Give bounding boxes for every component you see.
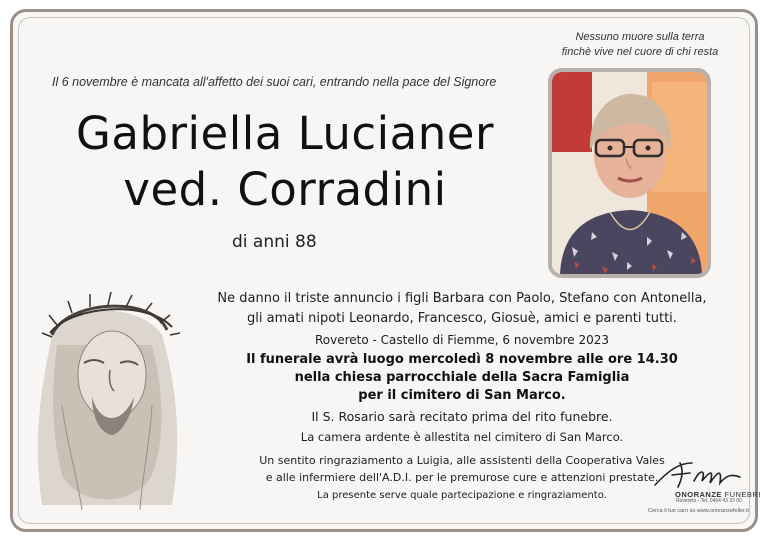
- funeral-details: [212, 351, 712, 405]
- signature-icon: [650, 459, 745, 489]
- funeral-home-phone: Rovereto - Tel. 0464 43 33 00: [676, 498, 742, 504]
- brand-thin: FUNEBRI: [724, 490, 761, 499]
- portrait-illustration: [552, 72, 707, 274]
- funeral-line-3: per il cimitero di San Marco.: [358, 388, 566, 403]
- feller-signature-logo: [650, 459, 745, 489]
- jesus-crown-of-thorns-drawing: [22, 275, 192, 520]
- place-date: Rovereto - Castello di Fiemme, 6 novembre 2023: [314, 333, 610, 347]
- deceased-name: [55, 106, 515, 218]
- funeral-line-1: Il funerale avrà luogo mercoledì 8 novembre alle ore 14.30: [246, 352, 678, 367]
- announcement-line-2: gli amati nipoti Leonardo, Francesco, Giosuè, amici e parenti tutti.: [247, 311, 677, 326]
- funeral-home-url: Cerca il tuo caro su www.onoranzefeller.it: [648, 508, 749, 514]
- brand-bold: ONORANZE: [675, 490, 722, 499]
- name-line-1: Gabriella Lucianer: [76, 107, 494, 160]
- name-line-2: ved. Corradini: [123, 163, 447, 216]
- deceased-age: di anni 88: [232, 232, 317, 252]
- chapel-notice: La camera ardente è allestita nel cimitero di San Marco.: [300, 430, 624, 444]
- announcement: [212, 289, 712, 329]
- thanks-line-2: e alle infermiere dell'A.D.I. per le premurose cure e attenzioni prestate.: [265, 471, 659, 484]
- footer-note: La presente serve quale partecipazione e ringraziamento.: [317, 490, 607, 501]
- quote-line-2: finchè vive nel cuore di chi resta: [561, 46, 719, 58]
- rosary-notice: Il S. Rosario sarà recitato prima del rito funebre.: [311, 409, 613, 424]
- memorial-quote: [545, 30, 735, 60]
- quote-line-1: Nessuno muore sulla terra: [575, 31, 705, 43]
- jesus-illustration: [22, 275, 192, 520]
- thanks-line-1: Un sentito ringraziamento a Luigia, alle assistenti della Cooperativa Vales: [259, 454, 665, 467]
- funeral-line-2: nella chiesa parrocchiale della Sacra Famiglia: [294, 370, 630, 385]
- announcement-line-1: Ne danno il triste annuncio i figli Barbara con Paolo, Stefano con Antonella,: [217, 291, 707, 306]
- intro-text: Il 6 novembre è mancata all'affetto dei suoi cari, entrando nella pace del Signore: [52, 75, 497, 89]
- thanks-note: [212, 452, 712, 486]
- portrait-photo: [548, 68, 711, 278]
